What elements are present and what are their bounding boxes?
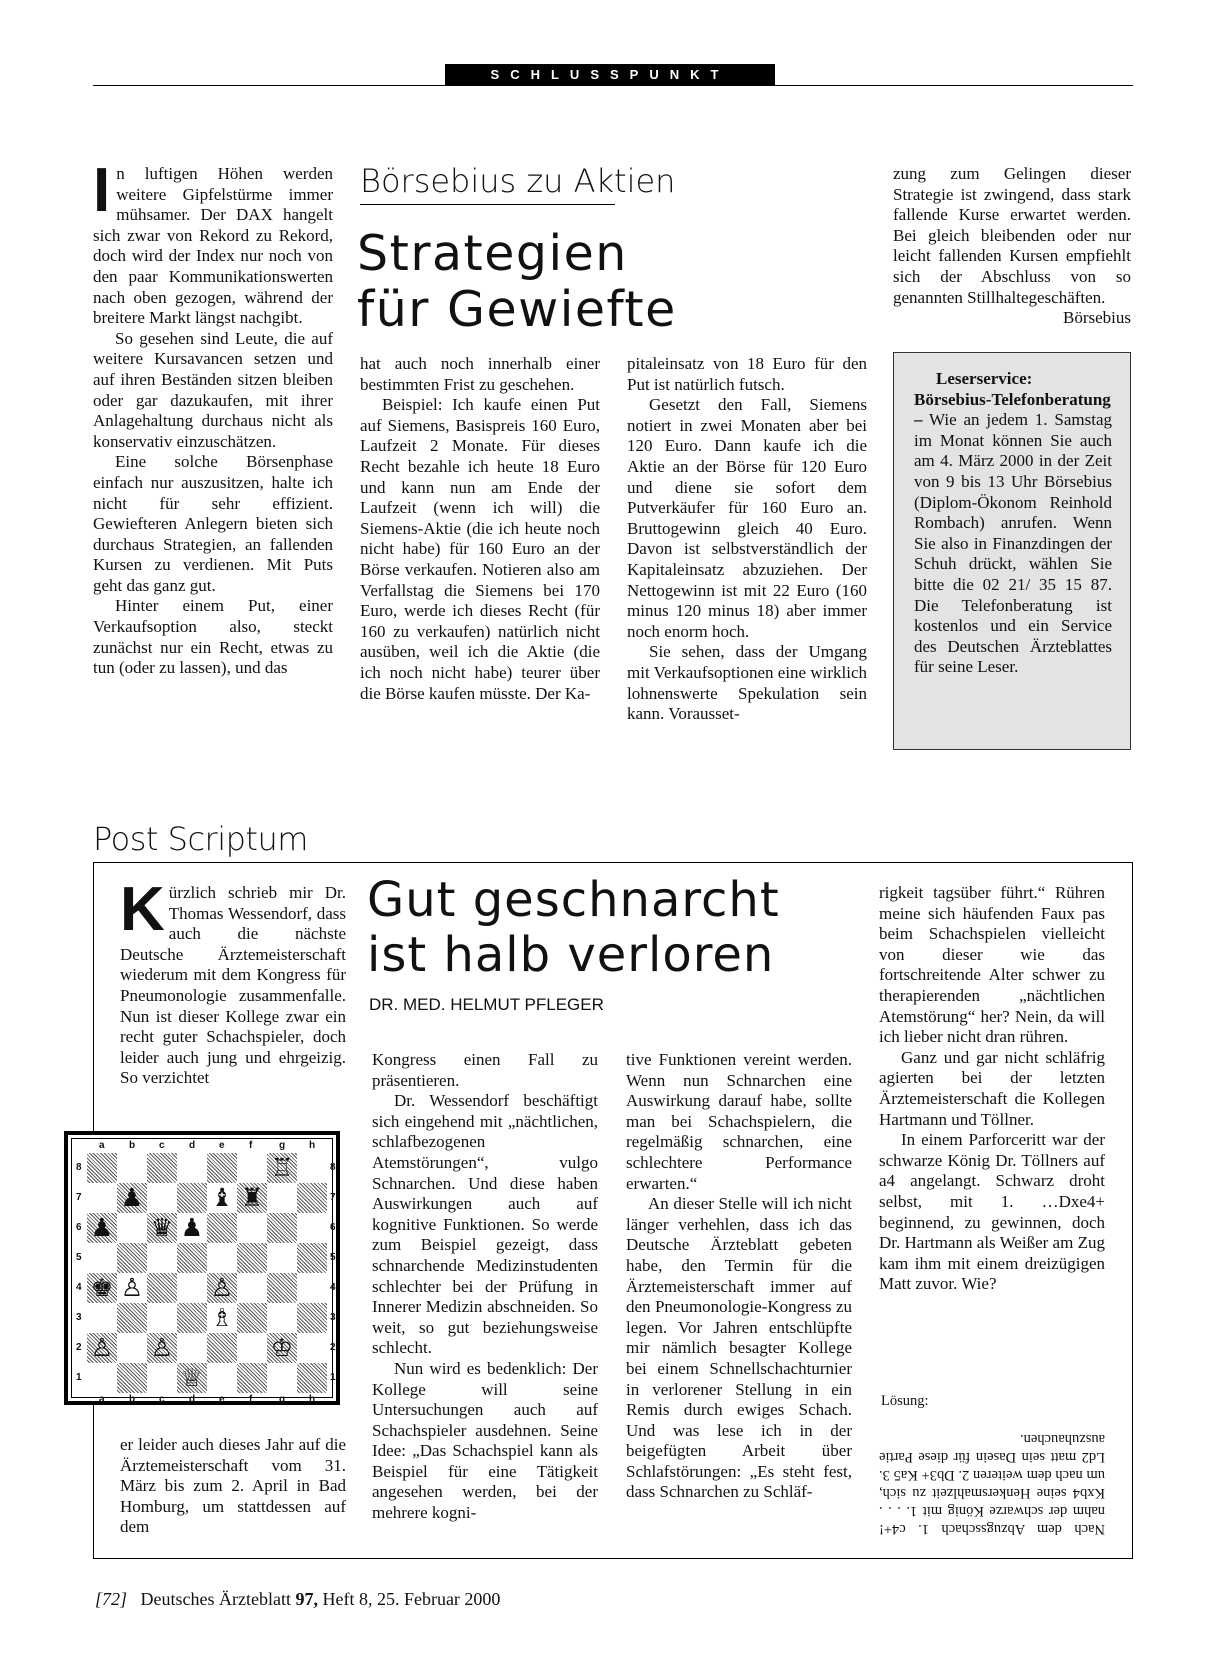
board-square-b2 — [117, 1333, 147, 1363]
page-number: [72] — [95, 1589, 128, 1609]
board-square-c3 — [147, 1303, 177, 1333]
file-label: h — [309, 1140, 316, 1151]
board-square-a5 — [87, 1243, 117, 1273]
rank-label: 1 — [330, 1372, 336, 1383]
paragraph: pitaleinsatz von 18 Euro für den Put ist natürlich futsch. — [627, 354, 867, 394]
board-square-b5 — [117, 1243, 147, 1273]
article1-column-1 — [93, 156, 333, 679]
board-square-e1 — [207, 1363, 237, 1393]
board-square-b3 — [117, 1303, 147, 1333]
file-label: h — [309, 1394, 316, 1405]
article1-kicker: Börsebius zu Aktien — [360, 162, 676, 200]
journal-name: Deutsches Ärzteblatt — [140, 1589, 291, 1609]
board-square-g5 — [267, 1243, 297, 1273]
paragraph: tive Funktionen vereint werden. Wenn nun Schnarchen eine Auswirkung darauf habe, sollte man bei Schachspielern, die regelmäßig schnarchen, eine schlechtere Performance erwarten.“ — [626, 1050, 852, 1193]
board-square-a8 — [87, 1153, 117, 1183]
file-label: g — [279, 1394, 286, 1405]
rank-label: 2 — [330, 1342, 336, 1353]
paragraph: An dieser Stelle will ich nicht länger verhehlen, dass ich das Deutsche Ärzteblatt gebeten habe, den Termin für die Ärztemeisterschaft immer auf den Pneumonologie-Kongress zu legen. Vor Jahren entschlüpfte mir nämlich besagter Kollege bei einem Schnellschachturnier in verlorener Stellung in ein Remis durch ewiges Schach. Und was lese ich in der beigefügten Arbeit über Schlafstörungen: „Es steht fest, dass Schnarchen zu Schläf- — [626, 1194, 852, 1502]
board-square-b8 — [117, 1153, 147, 1183]
article1-column-4 — [893, 164, 1131, 329]
chess-piece-a2: ♙ — [90, 1333, 114, 1362]
header-rule — [93, 85, 1133, 86]
chess-piece-d6: ♟ — [180, 1213, 204, 1242]
kicker-rule — [360, 204, 615, 205]
paragraph: hat auch noch innerhalb einer bestimmten Frist zu geschehen. — [360, 354, 600, 394]
rank-label: 4 — [330, 1282, 336, 1293]
title-line: Strategien — [357, 225, 628, 282]
paragraph: rigkeit tagsüber führt.“ Rühren meine sich häufenden Faux pas beim Schachspielen vielleicht von dieser wie das fortschreitende Alter schwer zu therapierenden „nächtlichen Atemstörung“ her? Nein, da will ich lieber nicht dran rühren. — [879, 883, 1105, 1047]
board-square-c5 — [147, 1243, 177, 1273]
rank-label: 6 — [76, 1222, 82, 1233]
article2-column-1-bottom — [120, 1435, 346, 1538]
paragraph: Sie sehen, dass der Umgang mit Verkaufsoptionen eine wirklich lohnenswerte Spekulation sein kann. Vorausset- — [627, 642, 867, 724]
leserservice-title: Leserservice: Börsebius-Telefonberatung – — [914, 369, 1111, 430]
paragraph: Gesetzt den Fall, Siemens notiert in zwei Monaten aber bei 120 Euro. Dann kaufe ich die Aktie an der Börse für 120 Euro und diene sie sofort dem Putverkäufer für 160 Euro an. Bruttogewinn gleich 40 Euro. Davon ist selbstverständlich der Kapitaleinsatz abzuziehen. Der Nettogewinn ist mit 22 Euro (160 minus 120 minus 18) aber immer noch enorm hoch. — [627, 395, 867, 641]
rank-label: 8 — [330, 1162, 336, 1173]
board-square-f4 — [237, 1273, 267, 1303]
file-label: f — [249, 1140, 253, 1151]
dropcap: K — [120, 875, 165, 944]
board-square-a3 — [87, 1303, 117, 1333]
chess-piece-b4: ♙ — [120, 1273, 144, 1302]
board-square-g6 — [267, 1213, 297, 1243]
board-square-b1 — [117, 1363, 147, 1393]
board-square-d7 — [177, 1183, 207, 1213]
file-label: b — [129, 1140, 136, 1151]
article2-kicker: Post Scriptum — [93, 820, 308, 858]
board-square-g3 — [267, 1303, 297, 1333]
file-label: e — [219, 1140, 225, 1151]
chess-piece-e4: ♙ — [210, 1273, 234, 1302]
leserservice-box — [893, 352, 1131, 750]
title-line: Gut geschnarcht — [367, 872, 780, 928]
chess-piece-f7: ♜ — [240, 1183, 264, 1212]
author-signature: Börsebius — [1063, 308, 1131, 328]
article1-title — [357, 226, 677, 339]
file-label: e — [219, 1394, 225, 1405]
paragraph: Nun wird es bedenklich: Der Kollege will seine Untersuchungen auch auf Schachspieler ausdehnen. Seine Idee: „Das Schachspiel kann als Beispiel für eine Tätigkeit angesehen werden, bei der mehrere kogni- — [372, 1358, 598, 1523]
paragraph: Ganz und gar nicht schläfrig agierten bei der letzten Ärztemeisterschaft die Kollegen Hartmann und Töllner. — [879, 1047, 1105, 1129]
file-label: b — [129, 1394, 136, 1405]
paragraph: er leider auch dieses Jahr auf die Ärztemeisterschaft vom 31. März bis zum 2. April in Bad Homburg, um stattdessen auf dem — [120, 1435, 346, 1537]
chess-piece-g2: ♔ — [270, 1333, 294, 1362]
board-square-h6 — [297, 1213, 327, 1243]
chess-piece-b7: ♟ — [120, 1183, 144, 1212]
board-square-f2 — [237, 1333, 267, 1363]
board-square-f5 — [237, 1243, 267, 1273]
file-label: a — [99, 1140, 105, 1151]
board-square-h5 — [297, 1243, 327, 1273]
rank-label: 2 — [76, 1342, 82, 1353]
rank-label: 5 — [330, 1252, 336, 1263]
board-square-h1 — [297, 1363, 327, 1393]
board-square-d4 — [177, 1273, 207, 1303]
rank-label: 3 — [76, 1312, 82, 1323]
paragraph: Eine solche Börsenphase einfach nur auszusitzen, halte ich nicht für sehr effizient. Gewiefteren Anlegern bieten sich durchaus Strategien, an fallenden Kursen zu verdienen. Mit Puts geht das ganz gut. — [93, 452, 333, 595]
rank-label: 8 — [76, 1162, 82, 1173]
dropcap: I — [93, 156, 111, 225]
issue-date: Heft 8, 25. Februar 2000 — [322, 1589, 501, 1609]
chess-diagram — [64, 1131, 340, 1405]
loesung-label: Lösung: — [881, 1393, 929, 1409]
chess-piece-a4: ♚ — [90, 1273, 114, 1302]
paragraph: In einem Parforceritt war der schwarze König Dr. Töllners auf a4 angelangt. Schwarz droht selbst, mit 1. …Dxe4+ beginnend, zu gewinnen, doch Dr. Hartmann als Weißer am Zug kam ihm mit einem dreizügigen Matt zuvor. Wie? — [879, 1130, 1105, 1294]
board-square-e2 — [207, 1333, 237, 1363]
article2-column-3 — [626, 1050, 852, 1503]
board-square-e5 — [207, 1243, 237, 1273]
rank-label: 3 — [330, 1312, 336, 1323]
article1-column-3 — [627, 354, 867, 725]
board-square-b6 — [117, 1213, 147, 1243]
board-square-c1 — [147, 1363, 177, 1393]
board-square-f1 — [237, 1363, 267, 1393]
page-footer — [95, 1589, 500, 1610]
loesung-text-upside-down: Nach dem Abzugsschach 1. c4+! nahm der schwarze König mit 1. . . . Kxb4 seine Henkersmahlzeit zu sich, um nach dem weiteren 2. Db3+ Ka5 3. Ld2 matt sein Dasein für diese Partie auszuhauchen. — [879, 1431, 1105, 1537]
board-square-d8 — [177, 1153, 207, 1183]
chess-piece-e3: ♗ — [210, 1303, 234, 1332]
paragraph: Kongress einen Fall zu präsentieren. — [372, 1050, 598, 1090]
article1-column-2 — [360, 354, 600, 704]
section-header: SCHLUSSPUNKT — [445, 64, 775, 86]
rank-label: 7 — [76, 1192, 82, 1203]
chess-piece-c2: ♙ — [150, 1333, 174, 1362]
chess-piece-e7: ♝ — [210, 1183, 234, 1212]
file-label: f — [249, 1394, 253, 1405]
board-square-g4 — [267, 1273, 297, 1303]
paragraph: zung zum Gelingen dieser Strategie ist zwingend, dass stark fallende Kurse erwartet werden. Bei gleich bleibenden oder nur leicht fallenden Kursen empfiehlt sich der Abschluss von so genannten Stillhaltegeschäften. — [893, 164, 1131, 307]
board-square-d5 — [177, 1243, 207, 1273]
board-square-f8 — [237, 1153, 267, 1183]
board-square-d2 — [177, 1333, 207, 1363]
leserservice-text: Wie an jedem 1. Samstag im Monat können Sie auch am 4. März 2000 in der Zeit von 9 bis 13 Uhr Börsebius (Diplom-Ökonom Reinhold Rombach) anrufen. Wenn Sie also in Finanzdingen der Schuh drückt, wählen Sie bitte die 02 21/ 35 15 87. Die Telefonberatung ist kostenlos und ein Service des Deutschen Ärzteblattes für seine Leser. — [914, 410, 1112, 677]
board-square-c4 — [147, 1273, 177, 1303]
board-square-h2 — [297, 1333, 327, 1363]
board-square-f3 — [237, 1303, 267, 1333]
chess-piece-d1: ♕ — [180, 1363, 204, 1392]
article2-column-2 — [372, 1050, 598, 1524]
article2-column-1-top — [120, 875, 346, 1089]
volume: 97, — [295, 1589, 318, 1609]
file-label: d — [189, 1140, 196, 1151]
chess-piece-g8: ♖ — [270, 1153, 294, 1182]
board-square-c7 — [147, 1183, 177, 1213]
board-square-g7 — [267, 1183, 297, 1213]
board-square-e6 — [207, 1213, 237, 1243]
file-label: c — [159, 1140, 165, 1151]
article2-column-4 — [879, 883, 1105, 1295]
author-byline: DR. MED. HELMUT PFLEGER — [369, 995, 604, 1014]
rank-label: 5 — [76, 1252, 82, 1263]
article2-title — [367, 873, 780, 983]
board-square-g1 — [267, 1363, 297, 1393]
board-square-a1 — [87, 1363, 117, 1393]
file-label: c — [159, 1394, 165, 1405]
paragraph: ürzlich schrieb mir Dr. Thomas Wessendorf, dass auch die nächste Deutsche Ärztemeisterschaft wiederum mit dem Kongress für Pneumonologie zusammenfalle. Nun ist dieser Kollege zwar ein recht guter Schachspieler, doch leider auch jung und ehrgeizig. So verzichtet — [120, 883, 346, 1088]
rank-label: 4 — [76, 1282, 82, 1293]
board-square-f6 — [237, 1213, 267, 1243]
title-line: für Gewiefte — [357, 281, 677, 339]
board-square-h4 — [297, 1273, 327, 1303]
rank-label: 6 — [330, 1222, 336, 1233]
board-square-h7 — [297, 1183, 327, 1213]
board-square-d3 — [177, 1303, 207, 1333]
chess-piece-c6: ♛ — [150, 1213, 174, 1242]
chess-piece-a6: ♟ — [90, 1213, 114, 1242]
paragraph: Beispiel: Ich kaufe einen Put auf Siemens, Basispreis 160 Euro, Laufzeit 2 Monate. Für dieses Recht bezahle ich heute 18 Euro und kann nun am Ende der Laufzeit (wenn ich will) die Siemens-Aktie (die ich heute noch nicht habe) für 160 Euro an der Börse verkaufen. Notieren also am Verfallstag die Siemens bei 170 Euro, werde ich dieses Recht (für 160 zu verkaufen) natürlich nicht ausüben, weil ich die Aktie (die ich noch nicht habe) teurer über die Börse kaufen müsste. Der Ka- — [360, 395, 600, 703]
rank-label: 1 — [76, 1372, 82, 1383]
file-label: d — [189, 1394, 196, 1405]
title-line: ist halb verloren — [367, 927, 775, 984]
board-square-a7 — [87, 1183, 117, 1213]
paragraph: n luftigen Höhen werden weitere Gipfelstürme immer mühsamer. Der DAX hangelt sich zwar von Rekord zu Rekord, doch wird der Index nur noch von den paar Kommunikationswerten nach oben gezogen, während der breitere Markt längst nachgibt. — [93, 164, 333, 328]
file-label: a — [99, 1394, 105, 1405]
rank-label: 7 — [330, 1192, 336, 1203]
paragraph: So gesehen sind Leute, die auf weitere Kursavancen setzen und auf ihren Beständen sitzen bleiben oder gar dazukaufen, mit ihrer Anlagehaltung durchaus nicht als konservativ einzuschätzen. — [93, 328, 333, 451]
board-square-h8 — [297, 1153, 327, 1183]
board-square-e8 — [207, 1153, 237, 1183]
file-label: g — [279, 1140, 286, 1151]
board-square-h3 — [297, 1303, 327, 1333]
paragraph: Dr. Wessendorf beschäftigt sich eingehend mit „nächtlichen, schlafbezogenen Atemstörungen“, vulgo Schnarchen. Und diese haben Auswirkungen auch auf kognitive Funktionen. So werde zum Beispiel gezeigt, dass schnarchende Medizinstudenten schlechter bei der Prüfung in Innerer Medizin abschneiden. So weit, so gut beziehungsweise schlecht. — [372, 1091, 598, 1358]
paragraph: Hinter einem Put, einer Verkaufsoption also, steckt zunächst nur ein Recht, etwas zu tun (oder zu lassen), und das — [93, 596, 333, 678]
chessboard — [71, 1138, 336, 1405]
board-square-c8 — [147, 1153, 177, 1183]
